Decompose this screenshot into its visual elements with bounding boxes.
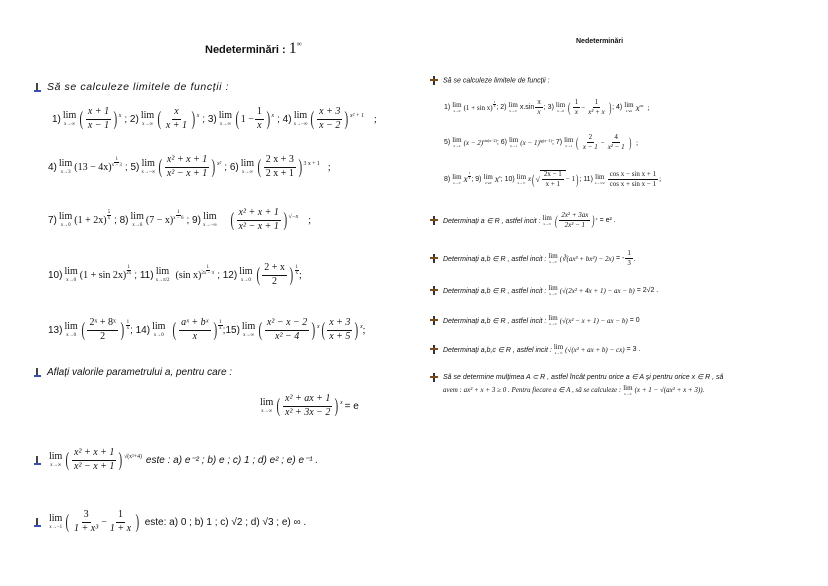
bullet-icon <box>430 373 437 382</box>
determine-item-4: Determinați a,b ∈ R , astfel incit : lim x→∞ (√(x² − x + 1) − ax − b) = 0 <box>430 315 640 327</box>
fraction: $\frac{x + 1}{x - 1}$ <box>87 106 110 131</box>
determine-item-2: Determinați a,b ∈ R , astfel incit : lim x→∞ (∛(ax³ + bx²) − 2x) = - $\frac{1}{3}$ . <box>430 250 636 268</box>
bullet-icon <box>430 76 437 85</box>
label: ; 4) <box>277 113 292 125</box>
exercise-row-4: 10) lim x→0 (1 + sin 2x) 1 2x ; 11) lim x→π/2 (sin x) 1 2x − π ; 12) lim x→0 ( $\frac{2 + x}{2}$ ) 1 x ; <box>48 262 302 287</box>
item-line-2: avem : ax² + x + 3 ≥ 0 . Pentru fiecare a ∈ A , să se calculeze : <box>443 386 622 394</box>
heading-text: Să se calculeze limitele de funcții : <box>47 81 230 93</box>
section-heading-calc <box>34 81 229 93</box>
section-heading-calc <box>430 76 550 85</box>
bullet-icon <box>430 316 437 325</box>
determine-item-1: Determinați a ∈ R , astfel incit : lim x→∞ ( $\frac{\text{2x² + 3ax}}{\text{2x² − 1}}$ ) x = e² . <box>430 212 616 230</box>
section-heading-param <box>34 367 232 378</box>
title-text: Nedeterminări : <box>205 44 289 56</box>
title-math: 1 <box>288 40 297 57</box>
param-equation: lim x→∞ ( $\frac{\text{x² + ax + 1}}{\text{x² + 3x − 2}}$ ) x = e <box>260 393 359 418</box>
bullet-icon <box>430 254 437 263</box>
set-determination-item: Să se determine mulțimea A ⊂ R , astfel încât pentru orice a ∈ A și pentru orice x ∈ R , să avem : ax² + x + 3 ≥ 0 . Pentru fiecare a ∈ A , să se calculeze : lim x→∞ (x + 1 − √(ax² + x + 3)). <box>430 371 723 397</box>
multiple-choice-1: lim x→∞ ( $\frac{\text{x² + x + 1}}{\text{x² − x + 1}}$ ) √(x²+4) este : a) e⁻² ; b) e ; c) 1 ; d) e² ; e) e⁻¹ . <box>34 448 318 472</box>
determine-item-3: Determinați a,b ∈ R , astfel incit : lim x→∞ (√(2x² + 4x + 1) − ax − b) = 2√2 . <box>430 285 658 297</box>
bullet-icon <box>430 286 437 295</box>
bullet-icon <box>430 216 437 225</box>
bullet-icon <box>430 345 437 354</box>
heading-text: Să se calculeze limitele de funcții : <box>443 77 550 85</box>
title-sup: ∞ <box>296 40 302 48</box>
item-line-1: Să se determine mulțimea A ⊂ R , astfel încât pentru orice a ∈ A și pentru orice x ∈ R , să <box>443 374 724 381</box>
exercise-row-2: 4) lim x→3 (13 − 4x) 1 x − 3 ; 5) lim x→−∞ ( $\frac{\text{x² + x + 1}}{\text{x² − x + 1}}$ ) x² ; 6) lim x→∞ ( $\frac{2 x + 3}{2 x + 1}$ ) 3 x + 1 ; <box>48 154 331 179</box>
label: ; 2) <box>124 113 139 125</box>
multiple-choice-2: lim x→−1 ( $\frac{3}{\text{1 + x³}}$ − $\frac{1}{1 + x}$ ) este: a) 0 ; b) 1 ; c) √2 ; d) √3 ; e) ∞ . <box>34 510 306 534</box>
label: 1) <box>52 113 61 125</box>
page-title: Nedeterminări <box>576 38 624 45</box>
bullet-icon <box>34 368 41 377</box>
exercise-row-5: 13) lim x→0 ( $\frac{\text{2ˣ + 8ˣ}}{2}$ ) 1 x ; 14) lim x→0 ( $\frac{\text{aˣ + bˣ}}{x}$ ) 1 x ;15) lim x→∞ ( $\frac{\text{x² − x − 2}}{\text{x² − 4}}$ ) x ( $\frac{x + 3}{x + 5}$ ) x ; <box>48 317 366 342</box>
exercise-row-3: 7) lim x→0 (1 + 2x) 5 x ; 8) lim x→6 (7 − x) 1 x − 6 ; 9) lim x→−∞ ( $\frac{\text{x² + x + 1}}{\text{x² − x + 1}}$ ) √−x ; <box>48 207 312 232</box>
heading-text: Aflați valorile parametrului a, pentru care : <box>47 367 233 378</box>
bullet-icon <box>34 518 41 527</box>
lim: lim x→∞ <box>62 110 77 127</box>
right-page <box>414 0 828 586</box>
exercise-row-2: 5) lim x→2 (x − 2) sin(x−2) ; 6) lim x→1 (x − 1) tg(x−1) ; 7) lim x→1 ( $\frac{2}{x - 1}$ − $\frac{4}{\text{x² − 1}}$ ) ; <box>444 133 639 152</box>
bullet-icon <box>34 456 41 465</box>
lim: lim x→∞ <box>140 110 155 127</box>
exercise-row-1: 1) lim x→∞ ( $\frac{x + 1}{x - 1}$ ) x ; 2) lim x→∞ ( $\frac{x}{x + 1}$ ) x ; 3) lim x→∞ ( 1 − $\frac{1}{x}$ ) x ; 4) lim x→−∞ ( $\frac{x + 3}{x - 2}$ ) x² + 1 ; <box>52 106 377 131</box>
exercise-row-1: 1) lim x→0 (1 + sin x) 1 x ; 2) lim x→∞ x.sin $\frac{\pi}{x}$ ; 3) lim x→0 ( $\frac{1}{x}$ − $\frac{1}{\text{x² + x}}$ ) ; 4) lim x↘0 x πx ; <box>444 98 650 117</box>
exercise-row-3: 8) lim x→∞ x 1 x ; 9) lim x↘0 x x ; 10) lim x→∞ x ( √ $\frac{2x - 1}{x + 1}$ − 1 ) ; 11) lim x→π/2 $\frac{\text{cos x − sin x + 1}}{\text{cos x + sin x − 1}}$ ; <box>444 169 662 189</box>
label: ; 3) <box>202 113 217 125</box>
bullet-icon <box>34 83 41 92</box>
page-title <box>205 40 302 58</box>
determine-item-5: Determinați a,b,c ∈ R , astfel incit : lim x→∞ (√(x² + ax + b) − cx) = 3 . <box>430 344 640 356</box>
